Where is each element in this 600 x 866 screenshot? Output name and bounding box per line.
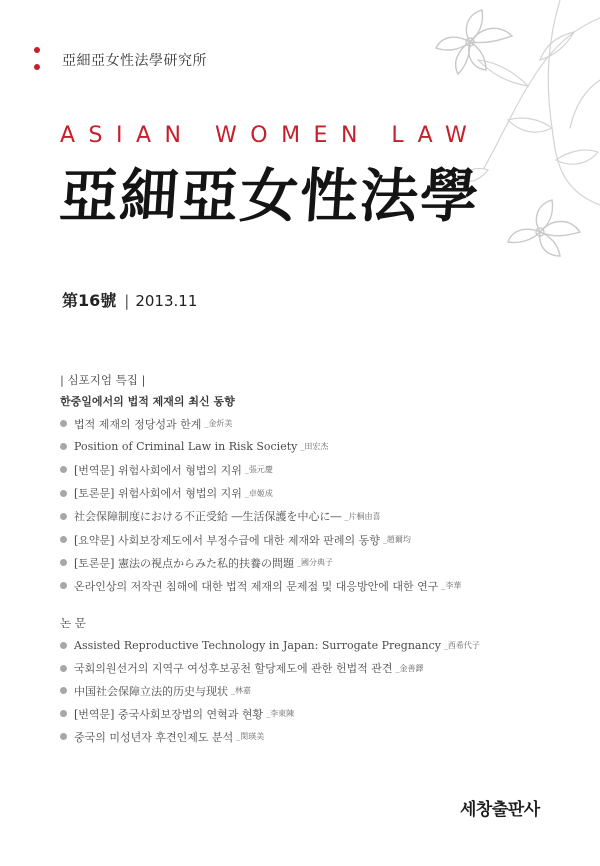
article-title: [토론문] 위험사회에서 형법의 지위 <box>74 487 242 501</box>
red-dot <box>34 47 40 53</box>
article-title: Position of Criminal Law in Risk Society <box>74 440 298 454</box>
article-title: 中国社会保障立法的历史与现状 <box>74 684 228 698</box>
symposium-list <box>60 412 461 598</box>
list-item <box>60 458 461 481</box>
list-item <box>60 574 461 597</box>
issue-date: 2013.11 <box>135 292 198 310</box>
bullet-icon <box>60 559 67 566</box>
article-title: [번역문] 위험사회에서 형법의 지위 <box>74 463 242 477</box>
article-title: [요약문] 사회보장제도에서 부정수급에 대한 제재와 판례의 동향 <box>74 533 380 547</box>
article-author: _國分典子 <box>296 558 333 568</box>
papers-label: 논 문 <box>60 616 86 630</box>
list-item <box>60 680 480 703</box>
article-author: _田宏杰 <box>300 442 329 452</box>
article-title: 온라인상의 저작권 침해에 대한 법적 제재의 문제점 및 대응방안에 대한 연구 <box>74 579 439 593</box>
list-item <box>60 725 480 748</box>
list-item <box>60 702 480 725</box>
article-author: _張元慶 <box>244 465 273 475</box>
list-item <box>60 482 461 505</box>
article-author: _西希代子 <box>443 640 480 650</box>
decorative-dots <box>34 47 40 81</box>
article-author: _金炘美 <box>204 419 233 429</box>
article-title: 중국의 미성년자 후견인제도 분석 <box>74 730 234 744</box>
bullet-icon <box>60 582 67 589</box>
bullet-icon <box>60 687 67 694</box>
article-author: _趙爾均 <box>382 535 411 545</box>
list-item <box>60 528 461 551</box>
bullet-icon <box>60 490 67 497</box>
symposium-label: | 심포지엄 특집 | <box>60 373 146 387</box>
article-author: _李華 <box>441 581 462 591</box>
floral-illustration <box>0 0 600 300</box>
article-author: _卓姬成 <box>244 488 273 498</box>
article-title: [번역문] 중국사회보장법의 연혁과 현황 <box>74 707 264 721</box>
list-item <box>60 412 461 435</box>
list-item <box>60 435 461 458</box>
bullet-icon <box>60 466 67 473</box>
list-item <box>60 551 461 574</box>
papers-list <box>60 634 480 748</box>
publisher-logo: 세창출판사 <box>460 800 540 820</box>
list-item <box>60 657 480 680</box>
article-title: [토론문] 憲法の視点からみた私的扶養の問題 <box>74 556 294 570</box>
bullet-icon <box>60 710 67 717</box>
bullet-icon <box>60 443 67 450</box>
article-author: _金善鐸 <box>395 663 424 673</box>
article-author: _林嘉 <box>231 686 251 696</box>
bullet-icon <box>60 733 67 740</box>
article-title: 국회의원선거의 지역구 여성후보공천 할당제도에 관한 헌법적 관견 <box>74 662 393 676</box>
article-title: 법적 제재의 정당성과 한계 <box>74 417 202 431</box>
bullet-icon <box>60 536 67 543</box>
journal-title: 亞細亞女性法學 <box>57 162 483 230</box>
article-author: _片桐由喜 <box>344 511 381 521</box>
article-author: _閔瑛美 <box>236 732 265 742</box>
red-dot <box>34 64 40 70</box>
bullet-icon <box>60 513 67 520</box>
bullet-icon <box>60 665 67 672</box>
list-item <box>60 634 480 657</box>
institute-name: 亞細亞女性法學研究所 <box>62 53 207 69</box>
symposium-title: 한중일에서의 법적 제재의 최신 동향 <box>60 395 235 408</box>
list-item <box>60 505 461 528</box>
article-author: _李東陳 <box>266 709 295 719</box>
divider: | <box>124 292 130 310</box>
article-title: Assisted Reproductive Technology in Japan: Surrogate Pregnancy <box>74 638 441 652</box>
english-title: ASIAN WOMEN LAW <box>60 123 481 148</box>
issue-number: 第16號 <box>62 291 117 310</box>
bullet-icon <box>60 642 67 649</box>
issue-info <box>62 288 197 311</box>
bullet-icon <box>60 420 67 427</box>
article-title: 社会保障制度における不正受給 ―生活保護を中心に― <box>74 510 342 524</box>
